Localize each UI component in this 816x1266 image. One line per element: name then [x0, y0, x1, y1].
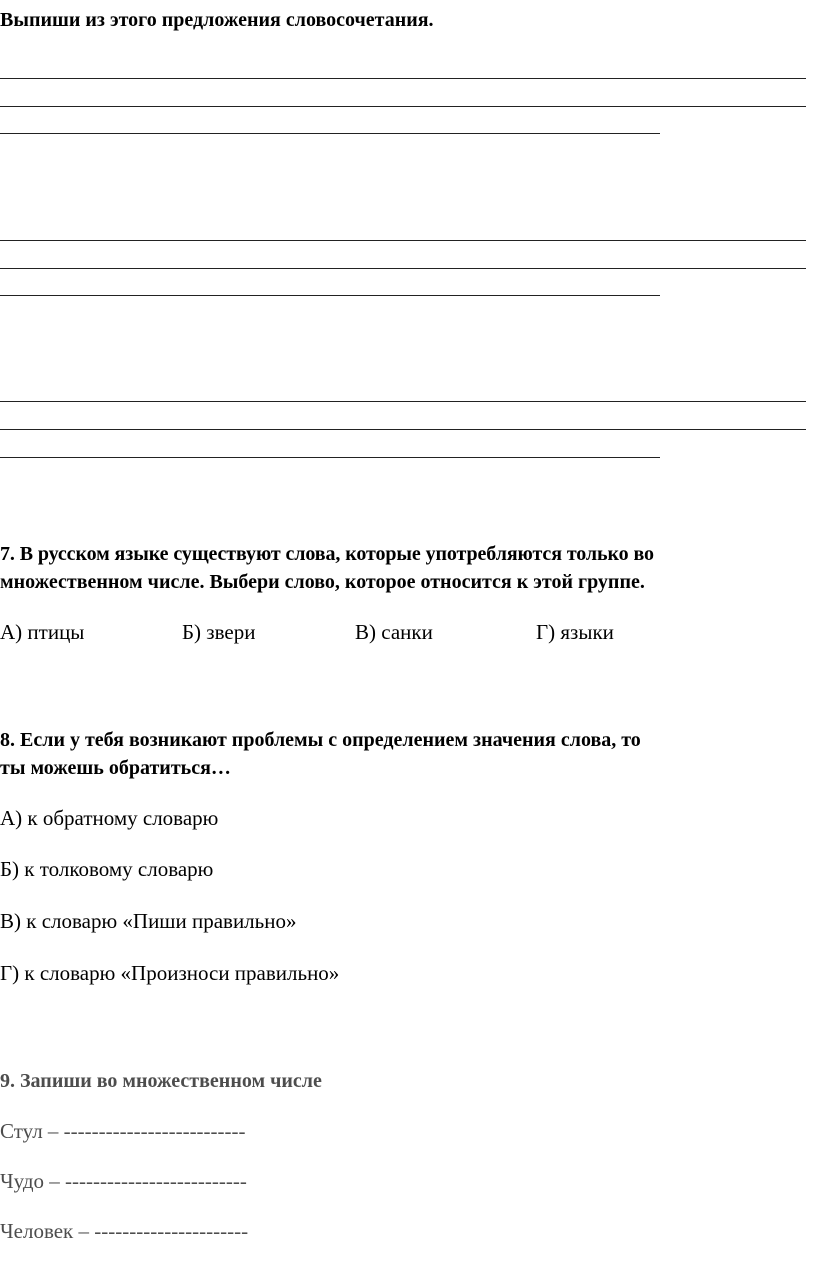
q8-option-b: Б) к толковому словарю [0, 857, 214, 881]
q7-text-line1: 7. В русском языке существуют слова, которые употребляются только во [0, 543, 654, 565]
q8-text-line2: ты можешь обратиться… [0, 757, 231, 779]
answer-line [0, 106, 806, 107]
q9-item-chelovek: Человек – ---------------------- [0, 1219, 249, 1243]
answer-line [0, 457, 660, 458]
q8-text-line1: 8. Если у тебя возникают проблемы с определением значения слова, то [0, 729, 641, 751]
q9-title: 9. Запиши во множественном числе [0, 1070, 322, 1092]
q9-item-stul: Стул – -------------------------- [0, 1119, 246, 1143]
q7-option-a: А) птицы [0, 620, 85, 644]
answer-line [0, 240, 806, 241]
answer-line [0, 401, 806, 402]
answer-line [0, 133, 660, 134]
answer-line [0, 295, 660, 296]
answer-line [0, 78, 806, 79]
q7-text-line2: множественном числе. Выбери слово, которое относится к этой группе. [0, 571, 645, 593]
q9-item-chudo: Чудо – -------------------------- [0, 1169, 247, 1193]
q8-option-v: В) к словарю «Пиши правильно» [0, 909, 297, 933]
answer-line [0, 268, 806, 269]
q7-option-v: В) санки [355, 620, 433, 644]
q8-option-a: А) к обратному словарю [0, 806, 219, 830]
q7-option-b: Б) звери [182, 620, 256, 644]
answer-line [0, 429, 806, 430]
instruction-heading: Выпиши из этого предложения словосочетания. [0, 9, 434, 31]
q7-option-g: Г) языки [536, 620, 614, 644]
q8-option-g: Г) к словарю «Произноси правильно» [0, 961, 340, 985]
